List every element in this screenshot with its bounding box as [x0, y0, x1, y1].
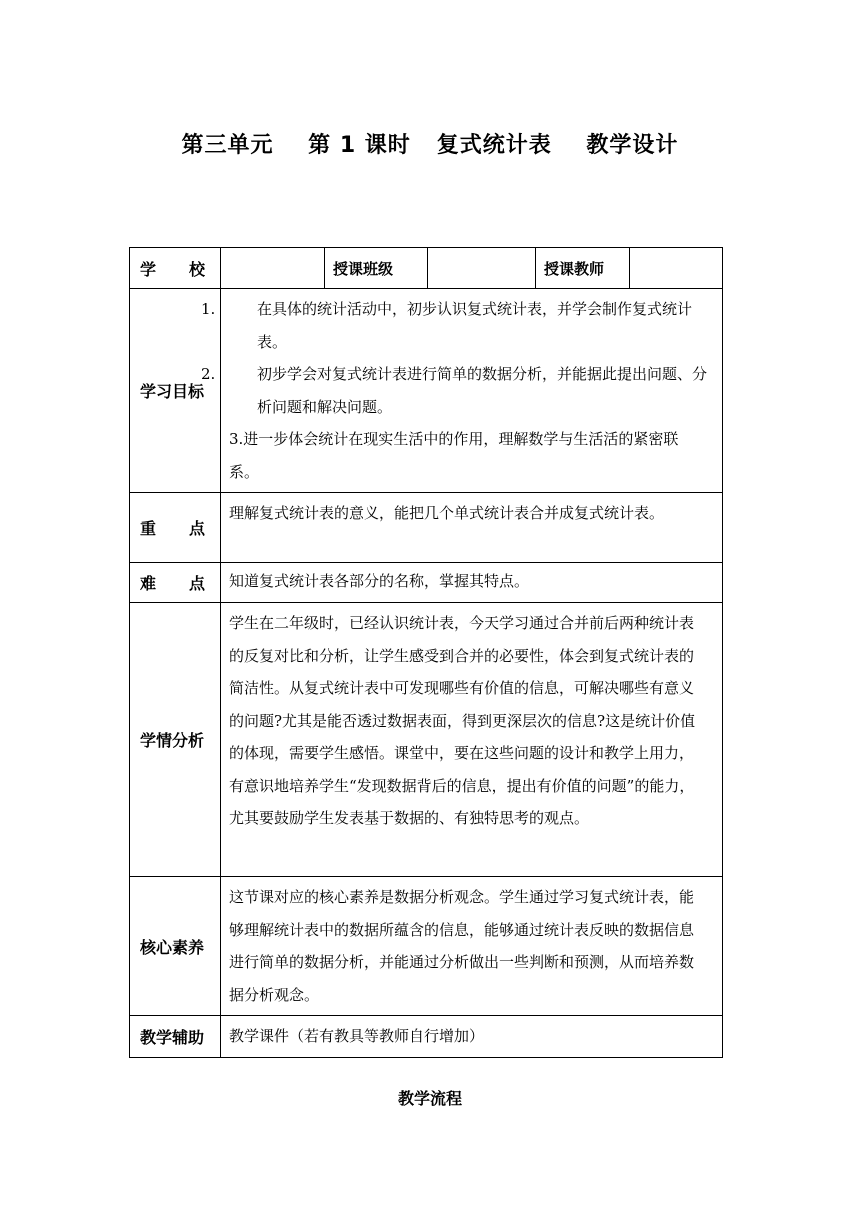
goals-content — [201, 289, 723, 493]
core-competency-row — [130, 877, 723, 1016]
lesson-info-table — [129, 247, 723, 1058]
analysis-label: 学情分析 — [130, 603, 221, 877]
goal-item: 3.进一步体会统计在现实生活中的作用，理解数学与生活活的紧密联系。 — [229, 430, 679, 481]
goal-item: 1. 在具体的统计活动中，初步认识复式统计表，并学会制作复式统计表。 — [201, 300, 693, 351]
analysis-text: 学生在二年级时，已经认识统计表，今天学习通过合并前后两种统计表的反复对比和分析，让学生感受到合并的必要性，体会到复式统计表的简洁性。从复式统计表中可发现哪些有价值的信息，可解决哪些有意义的问题?尤其是能否透过数据表面，得到更深层次的信息?这是统计价值的体现，需要学生感悟。课堂中，要在这些问题的设计和教学上用力，有意识地培养学生“发现数据背后的信息，提出有价值的问题”的能力，尤其要鼓励学生发表基于数据的、有独特思考的观点。 — [221, 603, 723, 877]
page-title: 第三单元 第 1 课时 复式统计表 教学设计 — [181, 133, 679, 158]
teacher-value[interactable] — [630, 248, 723, 289]
core-competency-label: 核心素养 — [130, 877, 221, 1016]
goals-row — [130, 289, 723, 493]
difficulty-row — [130, 563, 723, 603]
school-value[interactable] — [221, 248, 325, 289]
analysis-row — [130, 603, 723, 877]
teaching-aids-label: 教学辅助 — [130, 1016, 221, 1058]
key-point-text: 理解复式统计表的意义，能把几个单式统计表合并成复式统计表。 — [221, 493, 723, 563]
key-point-row — [130, 493, 723, 563]
goal-item: 2. 初步学会对复式统计表进行简单的数据分析，并能据此提出问题、分析问题和解决问题。 — [201, 365, 708, 416]
teaching-aids-text: 教学课件（若有教具等教师自行增加） — [221, 1016, 723, 1058]
key-point-label: 重 点 — [130, 493, 221, 563]
difficulty-label: 难 点 — [130, 563, 221, 603]
teaching-flow-title: 教学流程 — [397, 1089, 462, 1108]
teaching-aids-row — [130, 1016, 723, 1058]
goals-label: 学习目标 — [130, 289, 221, 493]
header-row — [130, 248, 723, 289]
class-value[interactable] — [428, 248, 536, 289]
core-competency-text: 这节课对应的核心素养是数据分析观念。学生通过学习复式统计表，能够理解统计表中的数据所蕴含的信息，能够通过统计表反映的数据信息进行简单的数据分析，并能通过分析做出一些判断和预测，从而培养数据分析观念。 — [221, 877, 723, 1016]
teacher-label: 授课教师 — [536, 248, 630, 289]
school-label: 学 校 — [130, 248, 221, 289]
class-label: 授课班级 — [325, 248, 428, 289]
difficulty-text: 知道复式统计表各部分的名称，掌握其特点。 — [221, 563, 723, 603]
